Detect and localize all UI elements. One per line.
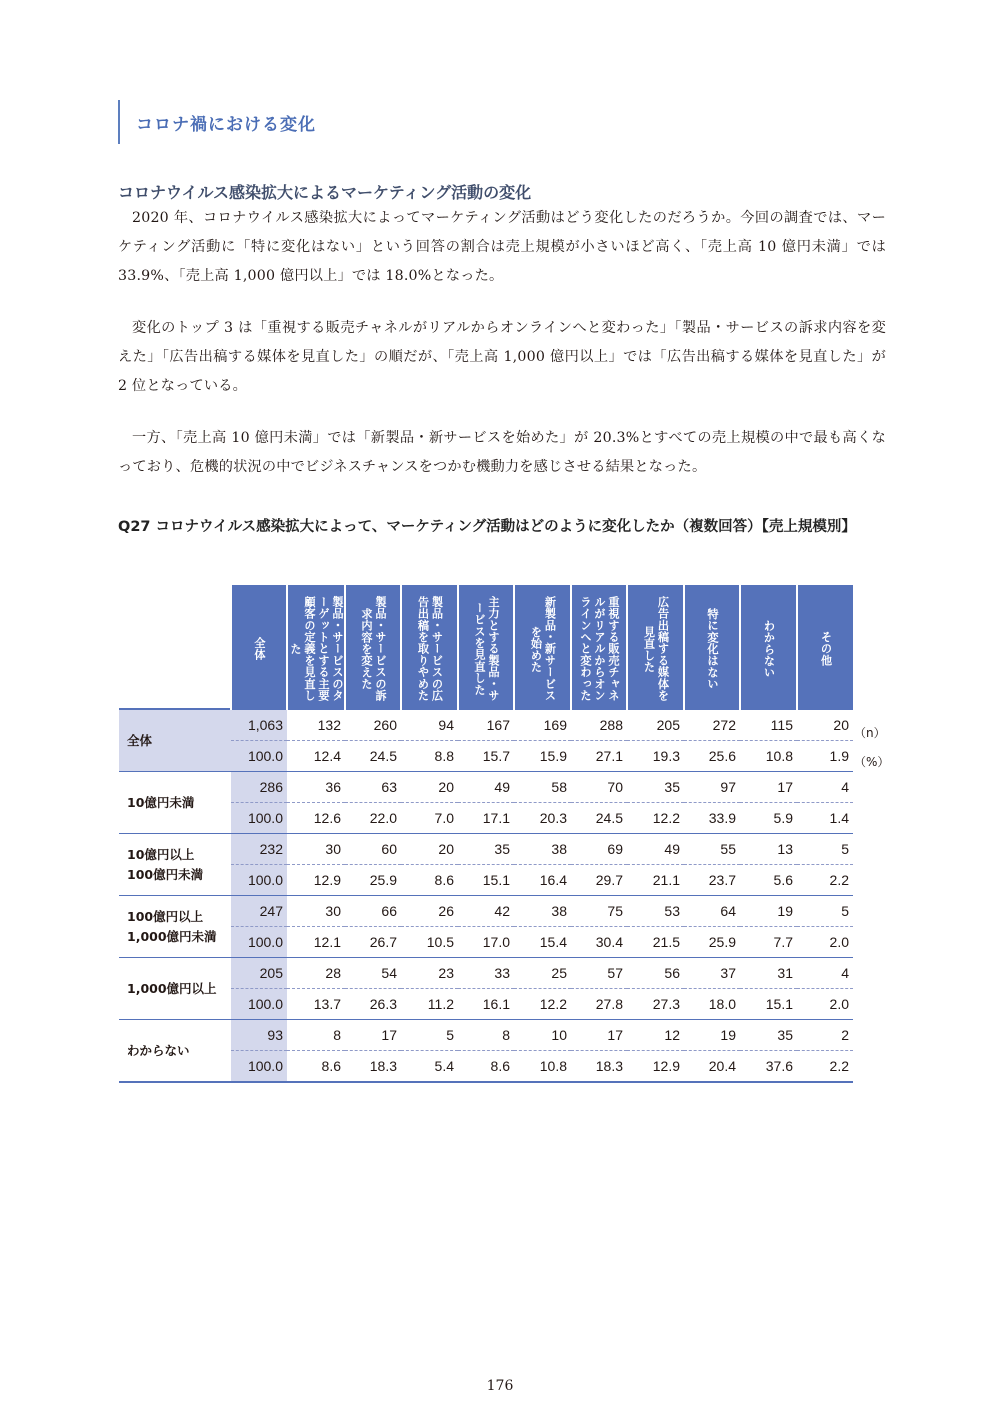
count-cell: 35 — [458, 834, 514, 865]
count-cell: 69 — [571, 834, 627, 865]
percent-cell: 27.3 — [627, 989, 684, 1020]
percent-cell: 21.5 — [627, 927, 684, 958]
results-table — [119, 585, 853, 1083]
count-cell: 38 — [514, 834, 571, 865]
count-cell: 30 — [287, 834, 345, 865]
count-cell: 66 — [345, 896, 401, 927]
count-cell: 115 — [740, 709, 797, 741]
count-cell: 54 — [345, 958, 401, 989]
unit-pct-label: （%） — [854, 755, 890, 769]
percent-cell: 8.8 — [401, 741, 458, 772]
count-cell: 17 — [345, 1020, 401, 1051]
percent-cell: 15.9 — [514, 741, 571, 772]
section-title: コロナ禍における変化 — [136, 114, 316, 135]
percent-cell: 12.6 — [287, 803, 345, 834]
paragraph-3: 一方、「売上高 10 億円未満」では「新製品・新サービスを始めた」が 20.3%とすべての売上規模の中で最も高くなっており、危機的状況の中でビジネスチャンスをつかむ機動力を感じさせる結果となった。 — [118, 430, 886, 475]
column-header-label: わからない — [762, 619, 776, 679]
percent-cell: 23.7 — [684, 865, 740, 896]
percent-cell: 29.7 — [571, 865, 627, 896]
percent-cell: 5.9 — [740, 803, 797, 834]
column-header — [231, 585, 287, 709]
count-cell: 30 — [287, 896, 345, 927]
percent-cell: 15.1 — [458, 865, 514, 896]
percent-cell: 33.9 — [684, 803, 740, 834]
percent-cell: 24.5 — [571, 803, 627, 834]
percent-cell: 12.4 — [287, 741, 345, 772]
column-header-label: 製品・サービスの広告出稿を取りやめた — [416, 596, 444, 702]
row-label: 100億円以上 1,000億円未満 — [119, 896, 231, 958]
percent-cell: 100.0 — [231, 927, 287, 958]
count-cell: 35 — [740, 1020, 797, 1051]
percent-cell: 30.4 — [571, 927, 627, 958]
count-cell: 20 — [797, 709, 853, 741]
column-header-label: 全体 — [253, 637, 266, 661]
percent-cell: 1.9 — [797, 741, 853, 772]
count-cell: 94 — [401, 709, 458, 741]
count-cell: 42 — [458, 896, 514, 927]
column-header — [401, 585, 458, 709]
column-header — [627, 585, 684, 709]
count-cell: 17 — [740, 772, 797, 803]
column-header-label: 特に変化はない — [706, 608, 719, 690]
unit-n-label: （n） — [854, 726, 886, 740]
percent-cell: 19.3 — [627, 741, 684, 772]
count-cell: 64 — [684, 896, 740, 927]
count-cell: 205 — [627, 709, 684, 741]
count-cell: 272 — [684, 709, 740, 741]
percent-cell: 5.4 — [401, 1051, 458, 1083]
percent-cell: 18.3 — [571, 1051, 627, 1083]
percent-cell: 8.6 — [401, 865, 458, 896]
percent-cell: 10.8 — [514, 1051, 571, 1083]
count-cell: 31 — [740, 958, 797, 989]
column-header — [458, 585, 514, 709]
count-cell: 8 — [458, 1020, 514, 1051]
percent-cell: 100.0 — [231, 741, 287, 772]
percent-cell: 18.0 — [684, 989, 740, 1020]
count-cell: 57 — [571, 958, 627, 989]
count-cell: 25 — [514, 958, 571, 989]
percent-cell: 27.8 — [571, 989, 627, 1020]
count-cell: 37 — [684, 958, 740, 989]
count-cell: 49 — [627, 834, 684, 865]
percent-cell: 2.2 — [797, 865, 853, 896]
column-header — [514, 585, 571, 709]
percent-cell: 26.7 — [345, 927, 401, 958]
count-cell: 55 — [684, 834, 740, 865]
count-cell: 28 — [287, 958, 345, 989]
percent-cell: 15.1 — [740, 989, 797, 1020]
percent-cell: 25.9 — [345, 865, 401, 896]
table-row — [119, 958, 853, 989]
column-header-label: その他 — [819, 631, 833, 667]
count-cell: 5 — [797, 834, 853, 865]
percent-cell: 21.1 — [627, 865, 684, 896]
percent-cell: 7.0 — [401, 803, 458, 834]
percent-cell: 37.6 — [740, 1051, 797, 1083]
percent-cell: 20.3 — [514, 803, 571, 834]
percent-cell: 12.2 — [514, 989, 571, 1020]
count-cell: 49 — [458, 772, 514, 803]
count-cell: 20 — [401, 772, 458, 803]
percent-cell: 17.1 — [458, 803, 514, 834]
count-cell: 232 — [231, 834, 287, 865]
count-cell: 19 — [740, 896, 797, 927]
count-cell: 260 — [345, 709, 401, 741]
column-header — [571, 585, 627, 709]
percent-cell: 100.0 — [231, 803, 287, 834]
column-header — [287, 585, 345, 709]
count-cell: 20 — [401, 834, 458, 865]
count-cell: 167 — [458, 709, 514, 741]
percent-cell: 22.0 — [345, 803, 401, 834]
percent-cell: 100.0 — [231, 865, 287, 896]
percent-cell: 15.4 — [514, 927, 571, 958]
count-cell: 5 — [401, 1020, 458, 1051]
column-header-label: 新製品・新サービスを始めた — [529, 596, 557, 702]
table-row — [119, 709, 853, 741]
percent-cell: 100.0 — [231, 989, 287, 1020]
subheading: コロナウイルス感染拡大によるマーケティング活動の変化 — [118, 183, 532, 202]
count-cell: 93 — [231, 1020, 287, 1051]
column-header-label: 広告出稿する媒体を見直した — [642, 596, 670, 702]
count-cell: 70 — [571, 772, 627, 803]
percent-cell: 2.0 — [797, 927, 853, 958]
table-row — [119, 772, 853, 803]
percent-cell: 16.1 — [458, 989, 514, 1020]
percent-cell: 5.6 — [740, 865, 797, 896]
percent-cell: 25.9 — [684, 927, 740, 958]
count-cell: 4 — [797, 958, 853, 989]
column-header — [684, 585, 740, 709]
count-cell: 53 — [627, 896, 684, 927]
percent-cell: 100.0 — [231, 1051, 287, 1083]
count-cell: 17 — [571, 1020, 627, 1051]
count-cell: 23 — [401, 958, 458, 989]
percent-cell: 17.0 — [458, 927, 514, 958]
row-label: わからない — [119, 1020, 231, 1083]
count-cell: 205 — [231, 958, 287, 989]
count-cell: 36 — [287, 772, 345, 803]
count-cell: 1,063 — [231, 709, 287, 741]
count-cell: 12 — [627, 1020, 684, 1051]
row-label: 全体 — [119, 709, 231, 772]
page-number: 176 — [486, 1378, 514, 1394]
count-cell: 5 — [797, 896, 853, 927]
percent-cell: 24.5 — [345, 741, 401, 772]
column-header-label: 主力とする製品・サービスを見直した — [473, 596, 500, 702]
column-header-label: 製品・サービスの訴求内容を変えた — [360, 596, 387, 702]
table-row — [119, 834, 853, 865]
paragraph-1: 2020 年、コロナウイルス感染拡大によってマーケティング活動はどう変化したのだろうか。今回の調査では、マーケティング活動に「特に変化はない」という回答の割合は売上規模が小さいほど高く、「売上高 10 億円未満」では 33.9%、「売上高 1,000 億円以上」では 18.0%となった。 — [118, 210, 886, 284]
count-cell: 33 — [458, 958, 514, 989]
percent-cell: 1.4 — [797, 803, 853, 834]
table-row — [119, 1020, 853, 1051]
percent-cell: 10.5 — [401, 927, 458, 958]
percent-cell: 15.7 — [458, 741, 514, 772]
count-cell: 58 — [514, 772, 571, 803]
count-cell: 56 — [627, 958, 684, 989]
percent-cell: 12.1 — [287, 927, 345, 958]
percent-cell: 16.4 — [514, 865, 571, 896]
table-header-row — [119, 585, 853, 709]
row-label: 10億円以上 100億円未満 — [119, 834, 231, 896]
count-cell: 286 — [231, 772, 287, 803]
count-cell: 38 — [514, 896, 571, 927]
percent-cell: 12.2 — [627, 803, 684, 834]
count-cell: 35 — [627, 772, 684, 803]
percent-cell: 27.1 — [571, 741, 627, 772]
count-cell: 247 — [231, 896, 287, 927]
percent-cell: 18.3 — [345, 1051, 401, 1083]
count-cell: 132 — [287, 709, 345, 741]
count-cell: 75 — [571, 896, 627, 927]
count-cell: 8 — [287, 1020, 345, 1051]
count-cell: 13 — [740, 834, 797, 865]
percent-cell: 25.6 — [684, 741, 740, 772]
percent-cell: 7.7 — [740, 927, 797, 958]
percent-cell: 8.6 — [458, 1051, 514, 1083]
percent-cell: 2.2 — [797, 1051, 853, 1083]
column-header-label: 重視する販売チャネルがリアルからオンラインへと変わった — [579, 596, 620, 702]
question-title: Q27 コロナウイルス感染拡大によって、マーケティング活動はどのように変化したか（複数回答）【売上規模別】 — [118, 519, 856, 535]
count-cell: 97 — [684, 772, 740, 803]
count-cell: 63 — [345, 772, 401, 803]
percent-cell: 20.4 — [684, 1051, 740, 1083]
column-header — [797, 585, 853, 709]
count-cell: 169 — [514, 709, 571, 741]
percent-cell: 8.6 — [287, 1051, 345, 1083]
column-header-label: 製品・サービスのターゲットとする主要顧客の定義を見直した — [289, 596, 344, 702]
percent-cell: 10.8 — [740, 741, 797, 772]
count-cell: 2 — [797, 1020, 853, 1051]
table-row — [119, 896, 853, 927]
paragraph-2: 変化のトップ 3 は「重視する販売チャネルがリアルからオンラインへと変わった」「製品・サービスの訴求内容を変えた」「広告出稿する媒体を見直した」の順だが、「売上高 1,000 億円以上」では「広告出稿する媒体を見直した」が 2 位となっている。 — [118, 320, 886, 394]
row-label: 1,000億円以上 — [119, 958, 231, 1020]
percent-cell: 2.0 — [797, 989, 853, 1020]
percent-cell: 12.9 — [627, 1051, 684, 1083]
count-cell: 288 — [571, 709, 627, 741]
percent-cell: 12.9 — [287, 865, 345, 896]
percent-cell: 11.2 — [401, 989, 458, 1020]
table-corner — [119, 585, 231, 709]
count-cell: 10 — [514, 1020, 571, 1051]
column-header — [345, 585, 401, 709]
percent-cell: 13.7 — [287, 989, 345, 1020]
percent-cell: 26.3 — [345, 989, 401, 1020]
count-cell: 4 — [797, 772, 853, 803]
count-cell: 19 — [684, 1020, 740, 1051]
row-label: 10億円未満 — [119, 772, 231, 834]
section-header — [118, 100, 316, 144]
count-cell: 60 — [345, 834, 401, 865]
column-header — [740, 585, 797, 709]
count-cell: 26 — [401, 896, 458, 927]
